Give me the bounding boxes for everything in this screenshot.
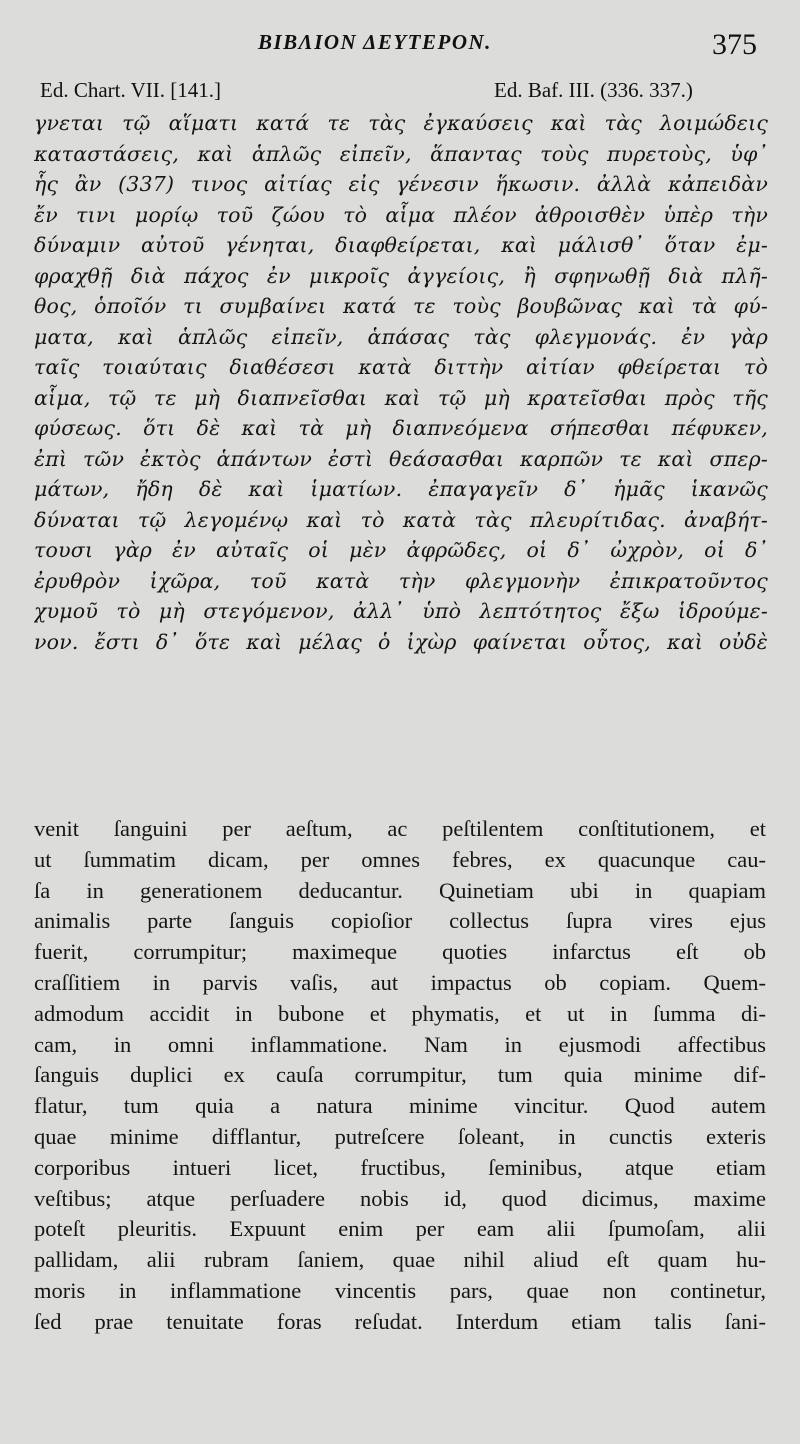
greek-text-line: ματα, καὶ ἁπλῶς εἰπεῖν, ἁπάσας τὰς φλεγμονάς. ἐν γὰρ <box>34 324 768 349</box>
edition-reference-left: Ed. Chart. VII. [141.] <box>40 78 221 102</box>
latin-text-line: flatur, tum quia a natura minime vincitur. Quod autem <box>34 1093 766 1119</box>
edition-reference-right: Ed. Baf. III. (336. 337.) <box>494 78 693 102</box>
latin-text-line: venit ſanguini per aeſtum, ac peſtilentem conſtitutionem, et <box>34 816 766 841</box>
latin-text-line: pallidam, alii rubram ſaniem, quae nihil aliud eſt quam hu- <box>34 1247 766 1273</box>
greek-text-line: ἧς ἂν (337) τινος αἰτίας εἰς γένεσιν ἥκωσιν. ἀλλὰ κἀπειδὰν <box>34 172 768 196</box>
latin-text-line: moris in inflammatione vincentis pars, quae non continetur, <box>34 1277 766 1303</box>
greek-text-line: δύναμιν αὐτοῦ γένηται, διαφθείρεται, καὶ μάλισθ᾽ ὅταν ἐμ- <box>34 233 768 257</box>
latin-text-line: ſed prae tenuitate foras reſudat. Interdum etiam talis ſani- <box>34 1308 766 1334</box>
greek-text-line: καταστάσεις, καὶ ἁπλῶς εἰπεῖν, ἅπαντας τοὺς πυρετοὺς, ὑφ᾽ <box>34 141 768 166</box>
greek-text-line: νον. ἔστι δ᾽ ὅτε καὶ μέλας ὁ ἰχὼρ φαίνεται οὗτος, καὶ οὐδὲ <box>34 629 768 654</box>
greek-text-line: φύσεως. ὅτι δὲ καὶ τὰ μὴ διαπνεόμενα σήπεσθαι πέφυκεν, <box>34 416 768 440</box>
greek-text-line: τουσι γὰρ ἐν αὐταῖς οἱ μὲν ἀφρῶδες, οἱ δ᾽ ὠχρὸν, οἱ δ᾽ <box>34 538 768 562</box>
greek-text-line: χυμοῦ τὸ μὴ στεγόμενον, ἀλλ᾽ ὑπὸ λεπτότητος ἔξω ἱδρούμε- <box>34 599 768 623</box>
latin-text-line: corporibus intueri licet, fructibus, ſeminibus, atque etiam <box>34 1154 766 1180</box>
greek-text-line: δύναται τῷ λεγομένῳ καὶ τὸ κατὰ τὰς πλευρίτιδας. ἀναβήτ- <box>34 507 768 532</box>
latin-text-line: quae minime difflantur, putreſcere ſoleant, in cunctis exteris <box>34 1123 766 1149</box>
latin-text-line: ut ſummatim dicam, per omnes febres, ex quacunque cau- <box>34 846 766 872</box>
greek-text-line: γνεται τῷ αἵματι κατά τε τὰς ἐγκαύσεις καὶ τὰς λοιμώδεις <box>34 111 768 135</box>
latin-text-line: veſtibus; atque perſuadere nobis id, quod dicimus, maxime <box>34 1185 766 1211</box>
latin-text-line: cam, in omni inflammatione. Nam in ejusmodi affectibus <box>34 1031 766 1057</box>
latin-text-line: craſſitiem in parvis vaſis, aut impactus ob copiam. Quem- <box>34 969 766 995</box>
latin-text-line: animalis parte ſanguis copioſior collectus ſupra vires ejus <box>34 908 766 934</box>
greek-text-line: ἔν τινι μορίῳ τοῦ ζώου τὸ αἷμα πλέον ἀθροισθὲν ὑπὲρ τὴν <box>34 202 768 227</box>
latin-text-column <box>34 814 766 1338</box>
page-number: 375 <box>712 28 757 61</box>
greek-text-line: ἐρυθρὸν ἰχῶρα, τοῦ κατὰ τὴν φλεγμονὴν ἐπικρατοῦντος <box>34 568 768 593</box>
latin-text-line: ſa in generationem deducantur. Quinetiam ubi in quapiam <box>34 877 766 903</box>
greek-text-column <box>34 108 768 657</box>
latin-text-line: poteſt pleuritis. Expuunt enim per eam alii ſpumoſam, alii <box>34 1216 766 1242</box>
greek-text-line: φραχθῇ διὰ πάχος ἐν μικροῖς ἀγγείοις, ἢ σφηνωθῇ διὰ πλῆ- <box>34 263 768 288</box>
running-title: ΒΙΒΛΙΟΝ ΔΕΥΤΕΡΟΝ. <box>258 30 492 54</box>
greek-text-line: θος, ὁποῖόν τι συμβαίνει κατά τε τοὺς βουβῶνας καὶ τὰ φύ- <box>34 294 768 318</box>
latin-text-line: fuerit, corrumpitur; maximeque quoties infarctus eſt ob <box>34 939 766 965</box>
latin-text-line: ſanguis duplici ex cauſa corrumpitur, tum quia minime dif- <box>34 1062 766 1088</box>
greek-text-line: ταῖς τοιαύταις διαθέσεσι κατὰ διττὴν αἰτίαν φθείρεται τὸ <box>34 355 768 379</box>
greek-text-line: αἷμα, τῷ τε μὴ διαπνεῖσθαι καὶ τῷ μὴ κρατεῖσθαι πρὸς τῆς <box>34 385 768 410</box>
latin-text-line: admodum accidit in bubone et phymatis, et ut in ſumma di- <box>34 1000 766 1026</box>
greek-text-line: μάτων, ἤδη δὲ καὶ ἱματίων. ἐπαγαγεῖν δ᾽ ἡμᾶς ἱκανῶς <box>34 477 768 501</box>
greek-text-line: ἐπὶ τῶν ἐκτὸς ἁπάντων ἐστὶ θεάσασθαι καρπῶν τε καὶ σπερ- <box>34 446 768 471</box>
